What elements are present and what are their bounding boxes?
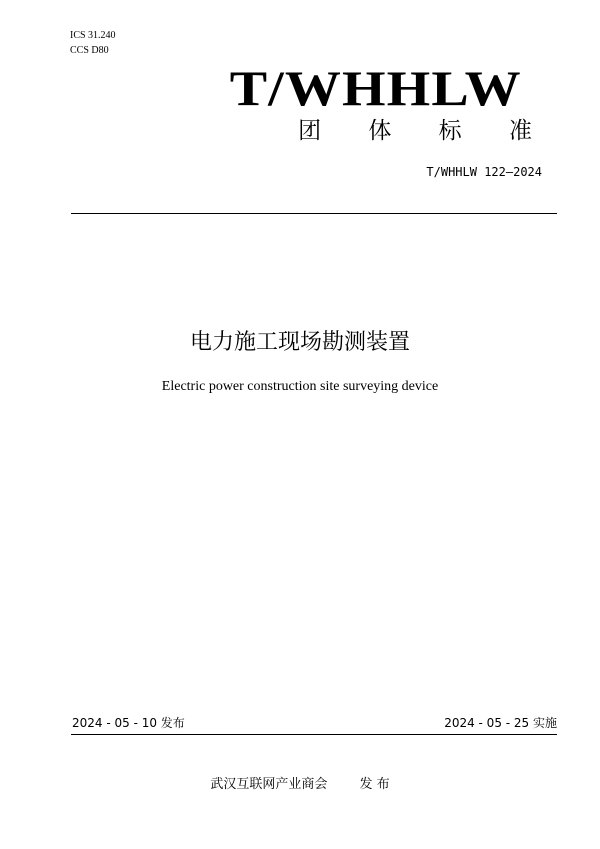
publisher-action: 发 布 (359, 777, 390, 792)
ccs-code: CCS D80 (70, 45, 109, 56)
standard-number: T/WHHLW 122—2024 (426, 165, 542, 179)
top-divider (71, 213, 557, 214)
document-title-english: Electric power construction site surveying device (161, 379, 439, 394)
implementation-date: 2024 - 05 - 25 实施 (444, 716, 557, 730)
publisher-line (0, 776, 600, 794)
organization-code: T/WHHLW (229, 60, 522, 116)
publisher-name: 武汉互联网产业商会 (210, 777, 328, 792)
publication-date: 2024 - 05 - 10 发布 (72, 716, 185, 730)
bottom-divider (71, 734, 557, 735)
ics-code: ICS 31.240 (70, 30, 116, 41)
standard-type: 团 体 标 准 (298, 118, 552, 144)
document-title-chinese: 电力施工现场勘测装置 (189, 330, 410, 355)
